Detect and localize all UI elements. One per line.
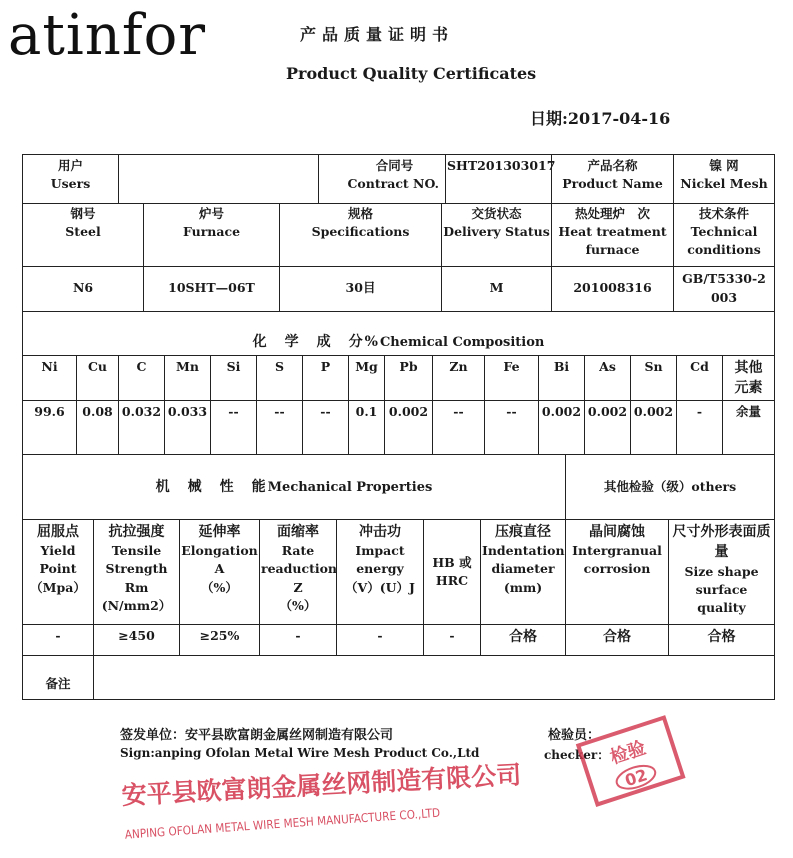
- mech-header: [424, 520, 481, 625]
- product-name-value: 镍 网 Nickel Mesh: [674, 155, 775, 204]
- chem-element-header: Fe: [485, 355, 539, 401]
- chem-element-header: P: [303, 355, 349, 401]
- issuer-cn: 签发单位：安平县欧富朗金属丝网制造有限公司: [120, 728, 394, 743]
- mech-header-en: Elongation A: [181, 543, 258, 577]
- mechanical-table: [22, 454, 775, 700]
- mech-header-en: Indentation diameter: [482, 543, 565, 577]
- inspector-stamp-number: 02: [622, 765, 650, 791]
- mech-header-unit: (N/mm2）: [101, 597, 172, 613]
- mech-header-cn: 尺寸外形表面质量: [672, 524, 771, 561]
- chem-element-value: 0.033: [165, 401, 211, 455]
- mech-value: -: [23, 625, 94, 656]
- mechanical-title: 机 械 性 能Mechanical Properties: [23, 455, 566, 520]
- mech-header-cn: 屈服点: [37, 524, 79, 540]
- mech-header-en: Intergranual corrosion: [572, 543, 662, 577]
- mech-header-unit: （V）(U）J: [345, 579, 415, 595]
- chem-element-header: 其他元素: [723, 355, 775, 401]
- company-logo: atinfor: [8, 3, 207, 68]
- company-seal-stamp: [118, 758, 522, 842]
- chem-element-header: As: [585, 355, 631, 401]
- chem-element-header: Pb: [385, 355, 433, 401]
- mech-header: [260, 520, 337, 625]
- stamp-text-cn: 安平县欧富朗金属丝网制造有限公司: [120, 760, 522, 811]
- spec-header-technical: 技术条件 Technical conditions: [674, 203, 775, 266]
- mech-header: [23, 520, 94, 625]
- mech-value: 合格: [669, 625, 775, 656]
- mech-header-cn: 冲击功: [359, 524, 401, 540]
- contract-cell: 合同号 Contract NO.: [319, 155, 446, 204]
- chem-element-value: --: [303, 401, 349, 455]
- chem-element-value: 0.002: [385, 401, 433, 455]
- spec-header-heat-treatment: 热处理炉 次 Heat treatment furnace: [552, 203, 674, 266]
- chemical-table: [22, 311, 775, 455]
- mech-header-cn: 面缩率: [277, 524, 319, 540]
- chem-element-value: -: [677, 401, 723, 455]
- date-value: 2017-04-16: [567, 109, 671, 128]
- mech-header: [566, 520, 669, 625]
- spec-value-delivery: M: [442, 266, 552, 311]
- chem-element-header: Mg: [349, 355, 385, 401]
- chem-element-value: 0.032: [119, 401, 165, 455]
- mech-header-en: Impact energy: [355, 543, 405, 577]
- stamp-text-en: ANPING OFOLAN METAL WIRE MESH MANUFACTURE CO.,LTD: [124, 802, 486, 842]
- mech-header: [669, 520, 775, 625]
- spec-value-technical: GB/T5330-2003: [674, 266, 775, 311]
- chem-element-header: Cu: [77, 355, 119, 401]
- mech-header-cn: 抗拉强度: [108, 524, 165, 540]
- mech-header: [94, 520, 180, 625]
- mech-header-unit: （%）: [279, 597, 317, 613]
- chem-element-value: 0.002: [585, 401, 631, 455]
- spec-value-specifications: 30目: [280, 266, 442, 311]
- chem-element-header: S: [257, 355, 303, 401]
- chem-element-header: Ni: [23, 355, 77, 401]
- chem-element-value: --: [211, 401, 257, 455]
- remarks-label: 备注: [23, 656, 94, 700]
- mech-value: 合格: [481, 625, 566, 656]
- chem-element-header: Mn: [165, 355, 211, 401]
- chem-element-header: Bi: [539, 355, 585, 401]
- certificate-title-cn: 产品质量证明书: [300, 25, 455, 44]
- mech-value: -: [260, 625, 337, 656]
- mech-header-cn: 晶间腐蚀: [589, 524, 646, 540]
- product-name-cell: 产品名称 Product Name: [552, 155, 674, 204]
- mech-value: -: [424, 625, 481, 656]
- chem-element-value: --: [485, 401, 539, 455]
- spec-header-furnace: 炉号 Furnace: [144, 203, 280, 266]
- mech-value: ≥25%: [180, 625, 260, 656]
- spec-table: [22, 203, 775, 312]
- spec-header-steel: 钢号 Steel: [23, 203, 144, 266]
- contract-value: SHT201303017: [446, 155, 552, 204]
- chem-element-value: 0.08: [77, 401, 119, 455]
- mech-header-en: Rate readuction Z: [261, 543, 338, 595]
- checker-cn: 检验员：: [548, 728, 601, 743]
- mech-header-unit: （%）: [201, 579, 238, 595]
- chem-element-value: --: [257, 401, 303, 455]
- chem-element-header: Si: [211, 355, 257, 401]
- chem-element-header: Sn: [631, 355, 677, 401]
- inspector-stamp: [572, 712, 690, 812]
- issuer-en: Sign:anping Ofolan Metal Wire Mesh Product Co.,Ltd: [120, 746, 480, 760]
- mech-header-en: HB 或 HRC: [432, 554, 472, 588]
- mech-header: [180, 520, 260, 625]
- spec-header-specifications: 规格 Specifications: [280, 203, 442, 266]
- mech-header-cn: 压痕直径: [495, 524, 551, 540]
- inspector-stamp-text: 检验: [607, 737, 649, 769]
- chem-element-value: 99.6: [23, 401, 77, 455]
- spec-header-delivery: 交货状态 Delivery Status: [442, 203, 552, 266]
- spec-value-steel: N6: [23, 266, 144, 311]
- mech-header: [481, 520, 566, 625]
- users-value: [119, 155, 319, 204]
- mech-value: -: [337, 625, 424, 656]
- mech-header-en: Tensile Strength Rm: [105, 543, 168, 595]
- chem-element-value: 0.002: [539, 401, 585, 455]
- chem-element-value: --: [433, 401, 485, 455]
- mech-header: [337, 520, 424, 625]
- spec-value-heat-treatment: 201008316: [552, 266, 674, 311]
- chem-element-header: Zn: [433, 355, 485, 401]
- chemical-title: 化 学 成 分%Chemical Composition: [23, 311, 775, 355]
- spec-value-furnace: 10SHT—06T: [144, 266, 280, 311]
- chem-element-value: 0.002: [631, 401, 677, 455]
- mech-header-en: Size shape surface quality: [684, 563, 759, 615]
- mech-header-unit: （Mpa）: [30, 579, 86, 595]
- certificate-title-en: Product Quality Certificates: [286, 64, 537, 83]
- chem-element-value: 余量: [723, 401, 775, 455]
- date-label: 日期:: [530, 109, 568, 128]
- info-table: [22, 154, 775, 204]
- mech-value: 合格: [566, 625, 669, 656]
- chem-element-header: Cd: [677, 355, 723, 401]
- others-title: 其他检验（级）others: [566, 455, 775, 520]
- mech-value: ≥450: [94, 625, 180, 656]
- checker-en: checker：: [544, 748, 610, 762]
- mech-header-unit: (mm): [503, 579, 543, 595]
- mech-header-cn: 延伸率: [198, 524, 241, 540]
- chem-element-value: 0.1: [349, 401, 385, 455]
- mech-header-en: Yield Point: [39, 543, 77, 577]
- users-cell: 用户 Users: [23, 155, 119, 204]
- issue-date: [530, 106, 670, 129]
- remarks-value: [94, 656, 775, 700]
- chem-element-header: C: [119, 355, 165, 401]
